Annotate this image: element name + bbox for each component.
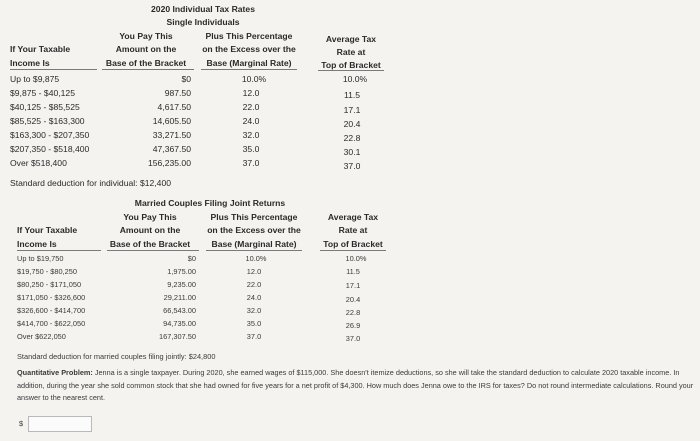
t1-cell-base: $0: [181, 74, 191, 84]
t2-header-col2-line1: You Pay This: [123, 212, 177, 222]
t2-cell-rate: 24.0: [246, 293, 262, 302]
t1-header-col4-line1: Average Tax: [325, 34, 377, 44]
t2-cell-rate: 35.0: [246, 319, 262, 328]
t1-header-col4-line3: Top of Bracket: [321, 60, 381, 70]
t2-cell-avg: 20.4: [345, 295, 361, 304]
t2-cell-base: 66,543.00: [163, 306, 196, 315]
t2-header-col3-line1: Plus This Percentage: [210, 212, 298, 222]
table2-title: Married Couples Filing Joint Returns: [134, 198, 286, 208]
t2-cell-income: $414,700 - $622,050: [17, 319, 86, 328]
t1-cell-avg: 37.0: [343, 161, 361, 171]
t2-cell-base: 1,975.00: [167, 267, 196, 276]
t1-cell-income: $40,125 - $85,525: [10, 102, 80, 112]
t1-cell-base: 14,605.50: [152, 116, 191, 126]
t2-cell-base: 29,211.00: [163, 293, 196, 302]
t2-standard-deduction: Standard deduction for married couples filing jointly: $24,800: [17, 352, 216, 361]
t2-cell-base: $0: [187, 254, 196, 263]
t1-header-rule-col1: [10, 69, 97, 70]
t1-cell-avg: 22.8: [343, 133, 361, 143]
t2-cell-base: 94,735.00: [163, 319, 196, 328]
t1-cell-rate: 10.0%: [241, 74, 267, 84]
t1-header-col2-line1: You Pay This: [119, 31, 173, 41]
t1-cell-avg: 30.1: [343, 147, 361, 157]
t2-cell-avg: 10.0%: [345, 254, 367, 263]
quantitative-problem: [17, 367, 697, 405]
t2-cell-income: Up to $19,750: [17, 254, 64, 263]
t2-cell-rate: 10.0%: [245, 254, 267, 263]
t2-header-col3-line3: Base (Marginal Rate): [211, 239, 297, 249]
t1-header-col3-line2: on the Excess over the: [202, 44, 296, 54]
t1-cell-avg: 10.0%: [342, 74, 368, 84]
t1-cell-base: 987.50: [164, 88, 191, 98]
t1-cell-income: $207,350 - $518,400: [10, 144, 90, 154]
t2-header-col1-line2: Income Is: [17, 239, 57, 249]
t2-header-col4-line2: Rate at: [338, 225, 368, 235]
t2-cell-rate: 12.0: [246, 267, 262, 276]
t1-cell-income: Over $518,400: [10, 158, 67, 168]
t2-cell-income: $326,600 - $414,700: [17, 306, 86, 315]
t1-cell-income: $9,875 - $40,125: [10, 88, 75, 98]
t1-header-col2-line3: Base of the Bracket: [105, 58, 187, 68]
t2-header-rule-col3: [206, 250, 302, 251]
t1-cell-avg: 17.1: [343, 105, 361, 115]
t1-header-col1-line1: If Your Taxable: [10, 44, 71, 54]
problem-text: Jenna is a single taxpayer. During 2020, she earned wages of $115,000. She doesn't itemize deductions, so she will take the standard deduction to calculate 2020 taxable income. In addition, during the year she sold common stock that she had owned for five years for a net profit of $4,300. How much does Jenna owe to the IRS for taxes? Do not round intermediate calculations. Round your answer to the nearest cent.: [17, 368, 694, 402]
t1-standard-deduction: Standard deduction for individual: $12,400: [10, 178, 172, 188]
t1-cell-income: Up to $9,875: [10, 74, 60, 84]
t2-header-col2-line2: Amount on the: [119, 225, 181, 235]
t1-cell-avg: 20.4: [343, 119, 361, 129]
t1-header-rule-col4: [318, 70, 384, 71]
t2-cell-income: $171,050 - $326,600: [17, 293, 86, 302]
t1-header-rule-col3: [201, 69, 297, 70]
t2-cell-base: 9,235.00: [167, 280, 196, 289]
t1-header-rule-col2: [102, 69, 194, 70]
table1-title: 2020 Individual Tax Rates: [151, 4, 255, 14]
t2-cell-avg: 26.9: [345, 321, 361, 330]
t1-header-col3-line1: Plus This Percentage: [205, 31, 293, 41]
t1-cell-base: 33,271.50: [152, 130, 191, 140]
t1-cell-base: 4,617.50: [157, 102, 191, 112]
t2-cell-rate: 32.0: [246, 306, 262, 315]
problem-label: Quantitative Problem:: [17, 368, 93, 377]
t1-header-col2-line2: Amount on the: [115, 44, 177, 54]
t1-header-col4-line2: Rate at: [336, 47, 366, 57]
t2-header-col2-line3: Base of the Bracket: [109, 239, 191, 249]
t2-header-rule-col4: [320, 250, 386, 251]
t2-header-col3-line2: on the Excess over the: [207, 225, 301, 235]
t2-header-rule-col1: [17, 250, 101, 251]
t1-cell-rate: 32.0: [242, 130, 260, 140]
t2-cell-income: $80,250 - $171,050: [17, 280, 82, 289]
t2-header-col4-line3: Top of Bracket: [323, 239, 383, 249]
t1-header-col1-line2: Income Is: [10, 58, 50, 68]
t2-header-rule-col2: [107, 250, 199, 251]
t1-header-col3-line3: Base (Marginal Rate): [206, 58, 292, 68]
t1-cell-income: $85,525 - $163,300: [10, 116, 85, 126]
t1-cell-rate: 37.0: [242, 158, 260, 168]
t2-header-col4-line1: Average Tax: [327, 212, 379, 222]
t2-cell-income: $19,750 - $80,250: [17, 267, 77, 276]
t1-cell-rate: 22.0: [242, 102, 260, 112]
t2-cell-avg: 37.0: [345, 334, 361, 343]
t2-header-col1-line1: If Your Taxable: [17, 225, 78, 235]
t1-cell-base: 156,235.00: [147, 158, 191, 168]
t1-cell-income: $163,300 - $207,350: [10, 130, 90, 140]
t2-cell-avg: 22.8: [345, 308, 361, 317]
t2-cell-avg: 11.5: [346, 267, 360, 276]
t2-cell-base: 167,307.50: [159, 332, 196, 341]
currency-symbol: $: [19, 419, 24, 428]
t2-cell-avg: 17.1: [345, 281, 361, 290]
answer-input[interactable]: [28, 416, 92, 432]
t2-cell-income: Over $622,050: [17, 332, 66, 341]
t2-cell-rate: 37.0: [246, 332, 262, 341]
t1-cell-base: 47,367.50: [152, 144, 191, 154]
t1-cell-rate: 12.0: [242, 88, 260, 98]
t1-cell-avg: 11.5: [343, 90, 361, 100]
table1-subtitle: Single Individuals: [166, 17, 240, 27]
t2-cell-rate: 22.0: [246, 280, 262, 289]
t1-cell-rate: 24.0: [242, 116, 260, 126]
t1-cell-rate: 35.0: [242, 144, 260, 154]
